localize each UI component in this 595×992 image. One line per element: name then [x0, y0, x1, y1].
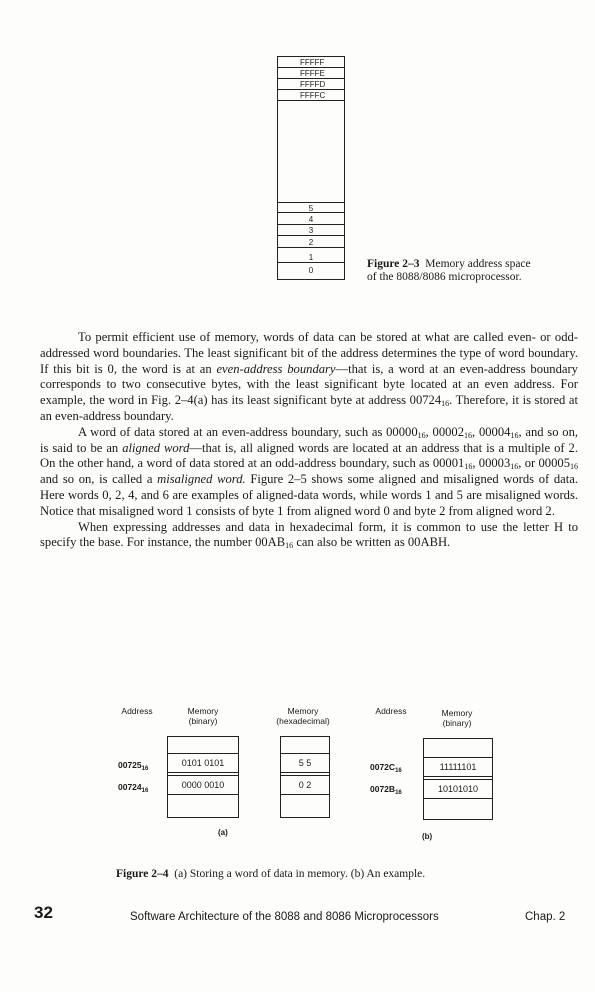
memory-block-hex: [280, 736, 330, 818]
memory-row: 0 2: [281, 775, 329, 795]
emphasis: even-address boundary: [216, 361, 336, 376]
memory-row: 5 5: [281, 753, 329, 773]
memory-binary-header: [170, 706, 236, 726]
paragraph: [40, 330, 578, 425]
memory-binary-header: [424, 708, 490, 728]
emphasis: aligned word: [122, 440, 190, 455]
subfigure-label: (a): [218, 828, 228, 837]
paragraph: [40, 425, 578, 520]
header-line: Memory: [187, 706, 219, 716]
caption-text: (a) Storing a word of data in memory. (b) An example.: [174, 868, 426, 880]
subscript: 16: [510, 430, 519, 440]
header-line: Memory: [441, 708, 473, 718]
header-line: (binary): [188, 716, 218, 726]
page-number: 32: [34, 903, 53, 922]
figure-2-3-caption: [367, 258, 582, 284]
text-run: —that is, a word at an even-address boundary corresponds to two consecutive bytes, with the least significant byte located at an even address. For example, the word in Fig. 2–4(a) has its least significant byte at address 00724: [40, 361, 578, 408]
text-run: , 00004: [472, 424, 511, 439]
caption-text: of the 8088/8086 microprocessor.: [367, 271, 522, 283]
address-label: $0072B_{16}$: [370, 784, 402, 796]
text-run: A word of data stored at an even-address boundary, such as 00000: [78, 424, 418, 439]
text-run: . Therefore, it is stored at an even-address boundary.: [40, 393, 578, 423]
memory-cell: 4: [278, 214, 344, 225]
subscript: 16: [285, 541, 294, 551]
memory-cell: FFFFC: [278, 90, 344, 101]
subscript: 16: [441, 399, 450, 409]
text-run: , and so on, is said to be an: [40, 424, 579, 455]
memory-cell: FFFFD: [278, 79, 344, 90]
header-line: (binary): [442, 718, 472, 728]
address-label: $0072C_{16}$: [370, 762, 402, 774]
memory-hex-header: [262, 706, 344, 726]
figure-2-4-caption: [116, 868, 556, 881]
memory-row: 10101010: [424, 779, 492, 799]
address-label: $00724_{16}$: [118, 782, 149, 794]
address-label: $00725_{16}$: [118, 760, 149, 772]
subscript: 16: [464, 462, 473, 472]
running-title: Software Architecture of the 8088 and 8086 Microprocessors: [130, 911, 439, 923]
text-run: When expressing addresses and data in hexadecimal form, it is common to use the letter H to specify the base. For instance, the number 00AB: [40, 519, 578, 550]
memory-cell: 5: [278, 202, 344, 213]
subscript: 16: [417, 430, 426, 440]
header-line: (hexadecimal): [276, 716, 330, 726]
text-run: —that is, all aligned words are located at an address that is a multiple of 2. On the other hand, a word of data stored at an odd-address boundary, such as 00001: [40, 440, 579, 471]
chapter-label: Chap. 2: [525, 911, 566, 923]
address-header: Address: [121, 706, 153, 716]
text-run: and so on, is called a: [40, 472, 158, 487]
emphasis: misaligned word.: [157, 472, 246, 487]
subscript: 16: [464, 430, 473, 440]
memory-map: [277, 56, 345, 280]
text-run: , or 00005: [518, 456, 570, 471]
body-text: [40, 330, 578, 551]
text-run: Figure 2–5 shows some aligned and misaligned words of data. Here words 0, 2, 4, and 6 are examples of aligned-data words, while words 1 and 5 are misaligned words. Notice that misaligned word 1 consists of byte 1 from aligned word 0 and byte 2 from aligned word 2.: [40, 472, 578, 518]
memory-cell: 1: [278, 252, 344, 263]
text-run: can also be written as 00ABH.: [293, 535, 451, 550]
text-run: , 00003: [472, 456, 511, 471]
memory-cell: 2: [278, 237, 344, 248]
text-run: , 00002: [425, 424, 465, 439]
memory-row: 0101 0101: [168, 753, 238, 773]
subscript: 16: [570, 462, 578, 472]
memory-row: 11111101: [424, 757, 492, 777]
subfigure-label: (b): [422, 832, 433, 841]
subscript: 16: [510, 462, 519, 472]
memory-block-binary: [423, 738, 493, 820]
text-run: To permit efficient use of memory, words of data can be stored at what are called even- or odd-addressed word boundaries. The least significant bit of the address determines the type of word boundary. If this bit is 0, the word is at an: [40, 330, 578, 376]
memory-cell: FFFFF: [278, 57, 344, 68]
figure-label: Figure 2–3: [367, 258, 420, 270]
header-line: Memory: [287, 706, 319, 716]
memory-cell: FFFFE: [278, 68, 344, 79]
memory-cell: 3: [278, 225, 344, 236]
address-header: Address: [375, 706, 407, 716]
caption-text: Memory address space: [425, 258, 531, 270]
paragraph: [40, 520, 578, 552]
memory-row: 0000 0010: [168, 775, 238, 795]
figure-label: Figure 2–4: [116, 868, 169, 880]
memory-block-binary: [167, 736, 239, 818]
memory-cell: 0: [308, 266, 314, 275]
